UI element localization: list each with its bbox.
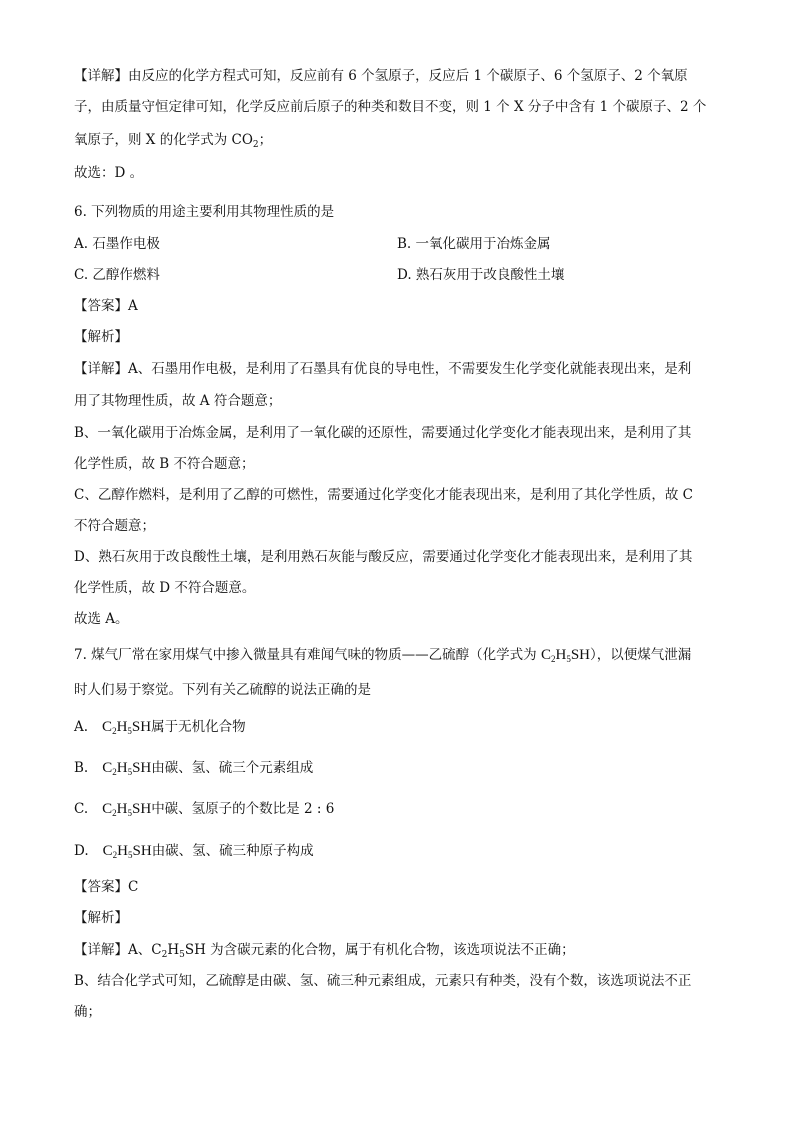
- text-line: 用了其物理性质，故 A 符合题意；: [74, 393, 282, 409]
- text-line: 氧原子，则 X 的化学式为 $CO_2$；: [74, 132, 273, 150]
- option-c: C. 乙醇作燃料: [74, 267, 160, 283]
- text-line: B、一氧化碳用于冶炼金属，是利用了一氧化碳的还原性，需要通过化学变化才能表现出来，是利用了其: [74, 425, 692, 441]
- answer-label: 【答案】C: [74, 879, 139, 895]
- text-line: 故选：D 。: [74, 165, 144, 181]
- text-line: C、乙醇作燃料，是利用了乙醇的可燃性，需要通过化学变化才能表现出来，是利用了其化学性质，故 C: [74, 487, 693, 503]
- formula-c2h5sh: $C_2H_5SH$: [540, 647, 591, 664]
- text-line: 故选 A。: [74, 611, 129, 627]
- text-line: 【详解】A、$C_2H_5SH$ 为含碳元素的化合物，属于有机化合物，该选项说法不正确；: [74, 942, 575, 960]
- option-c: C. $C_2H_5SH$中碳、氢原子的个数比是 2 : 6: [74, 801, 335, 818]
- text-line: 【详解】由反应的化学方程式可知，反应前有 6 个氢原子，反应后 1 个碳原子、6 个氢原子、2 个氧原: [74, 68, 688, 84]
- analysis-label: 【解析】: [74, 910, 128, 926]
- text-line: D、熟石灰用于改良酸性土壤，是利用熟石灰能与酸反应，需要通过化学变化才能表现出来，是利用了其: [74, 549, 693, 565]
- text-line: 【详解】A、石墨用作电极，是利用了石墨具有优良的导电性，不需要发生化学变化就能表现出来，是利: [74, 361, 692, 377]
- text-line: 化学性质，故 B 不符合题意；: [74, 456, 255, 472]
- option-d: D. 熟石灰用于改良酸性土壤: [397, 267, 565, 283]
- question-7-stem-2: 时人们易于察觉。下列有关乙硫醇的说法正确的是: [74, 682, 371, 698]
- option-a: A. $C_2H_5SH$属于无机化合物: [74, 719, 246, 736]
- text-line: 化学性质，故 D 不符合题意。: [74, 580, 256, 596]
- option-b: B. $C_2H_5SH$由碳、氢、硫三个元素组成: [74, 760, 314, 777]
- question-6-stem: 6. 下列物质的用途主要利用其物理性质的是: [74, 204, 335, 220]
- answer-label: 【答案】A: [74, 298, 138, 314]
- analysis-label: 【解析】: [74, 329, 128, 345]
- text-line: B、结合化学式可知，乙硫醇是由碳、氢、硫三种元素组成，元素只有种类，没有个数，该选项说法不正: [74, 973, 692, 989]
- text-line: 确；: [74, 1004, 101, 1020]
- text-line: 子，由质量守恒定律可知，化学反应前后原子的种类和数目不变，则 1 个 X 分子中含有 1 个碳原子、2 个: [74, 99, 707, 115]
- option-a: A. 石墨作电极: [74, 236, 160, 252]
- option-b: B. 一氧化碳用于冶炼金属: [397, 236, 551, 252]
- text-line: 不符合题意；: [74, 518, 155, 534]
- question-7-stem: 7. 煤气厂常在家用煤气中掺入微量具有难闻气味的物质——乙硫醇（化学式为 $C_2H_5SH$），以便煤气泄漏: [74, 647, 692, 664]
- option-d: D. $C_2H_5SH$由碳、氢、硫三种原子构成: [74, 843, 314, 860]
